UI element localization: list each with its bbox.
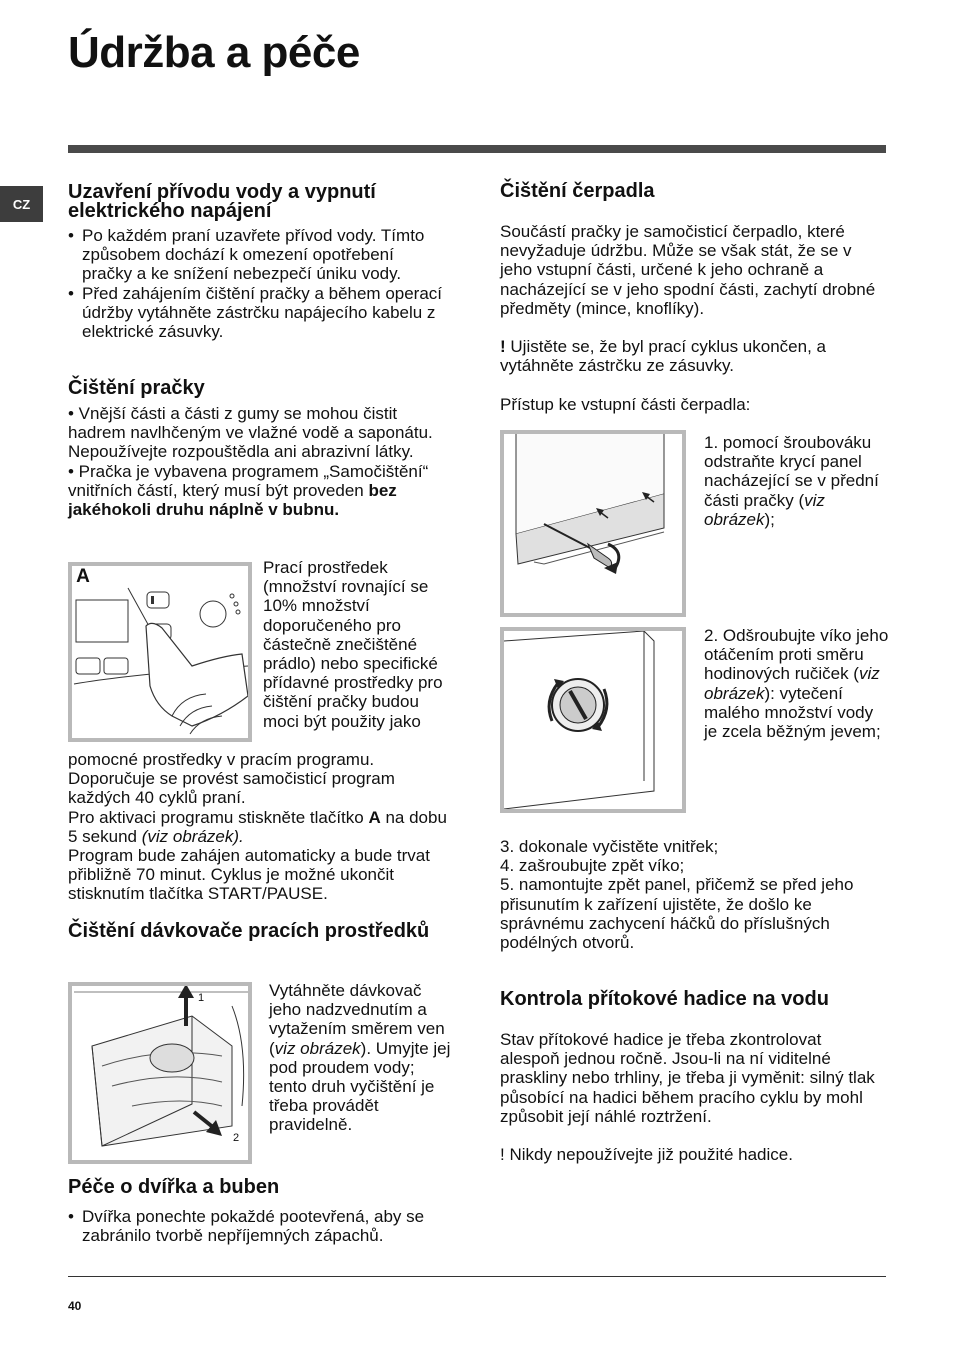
section-heading-door-drum: Péče o dvířka a buben xyxy=(68,1176,280,1198)
paragraph: pomocné prostředky v pracím programu. Doporučuje se provést samočisticí program každých 40 cyklů praní. xyxy=(68,750,395,808)
page-title: Údržba a péče xyxy=(68,28,360,77)
hose-warning-text: ! Nikdy nepoužívejte již použité hadice. xyxy=(500,1145,793,1164)
pump-warning-text: ! Ujistěte se, že byl prací cyklus ukončen, a vytáhněte zástrčku ze zásuvky. xyxy=(500,337,826,376)
dispenser-text: Vytáhněte dávkovač jeho nadzvednutím a vytažením směrem ven (viz obrázek). Umyjte jej pod proudem vody; tento druh vyčištění je třeba provádět pravidelně. xyxy=(269,981,451,1135)
button-a-label: A xyxy=(76,566,90,587)
water-power-list xyxy=(68,226,448,341)
step-2-text: 2. Odšroubujte víko jeho otáčením proti směru hodinových ručiček (viz obrázek): vytečení malého množství vody je zcela běžným jevem; xyxy=(704,626,889,742)
language-tab: CZ xyxy=(0,186,43,222)
detergent-text: Prací prostředek (množství rovnající se 10% množství doporučeného pro částečně znečištěné prádlo) nebo specifické přídavné prostředky pro čištění pračky budou moci být použity jako xyxy=(263,558,443,731)
self-clean-text xyxy=(68,750,453,904)
section-heading-pump-cleaning: Čištění čerpadla xyxy=(500,180,655,202)
door-drum-list xyxy=(68,1207,453,1245)
arrow-label-2: 2 xyxy=(233,1132,240,1144)
section-heading-washer-cleaning: Čištění pračky xyxy=(68,377,205,399)
pump-access-text: Přístup ke vstupní části čerpadla: xyxy=(500,395,751,414)
panel-removal-illustration xyxy=(500,430,686,617)
page-number: 40 xyxy=(68,1299,82,1313)
hose-check-text: Stav přítokové hadice je třeba zkontrolovat alespoň jednou ročně. Jsou-li na ní viditelné praskliny nebo trhliny, je třeba ji vyměnit: silný tlak působící na hadici během pracího cyklu by mohl způsobit její náhlé roztržení. xyxy=(500,1030,875,1126)
paragraph: Pro aktivaci programu stiskněte tlačítko A na dobu 5 sekund (viz obrázek). xyxy=(68,807,447,846)
paragraph: Program bude zahájen automaticky a bude trvat přibližně 70 minut. Cyklus je možné ukončit stisknutím tlačítka START/PAUSE. xyxy=(68,846,430,904)
dispenser-illustration xyxy=(68,982,252,1164)
paragraph: • Vnější části a části z gumy se mohou čistit hadrem navlhčeným ve vlažné vodě a saponátu. Nepoužívejte rozpouštědla ani abrazivní látky. xyxy=(68,404,433,462)
list-item: • Dvířka ponechte pokaždé pootevřená, aby se zabránilo tvorbě nepříjemných zápachů. xyxy=(68,1207,453,1245)
washer-cleaning-text xyxy=(68,404,450,519)
pump-steps-list xyxy=(500,837,885,952)
paragraph: • Pračka je vybavena programem „Samočištění“ vnitřních částí, který musí být proveden bez jakéhokoli druhu náplně v bubnu. xyxy=(68,461,429,520)
list-item: • Po každém praní uzavřete přívod vody. Tímto způsobem dochází k omezení opotřebení pračky a ke snížení nebezpečí úniku vody. xyxy=(68,226,448,284)
step-1-text: 1. pomocí šroubováku odstraňte krycí panel nacházející se v přední části pračky (viz obrázek); xyxy=(704,433,879,529)
list-item: • Před zahájením čištění pračky a během operací údržby vytáhněte zástrčku napájecího kabelu z elektrické zásuvky. xyxy=(68,284,448,342)
section-heading-dispenser: Čištění dávkovače pracích prostředků xyxy=(68,920,430,942)
title-divider xyxy=(68,145,886,153)
pump-lid-illustration xyxy=(500,627,686,813)
section-heading-water-power: Uzavření přívodu vody a vypnutí elektrického napájení xyxy=(68,181,376,222)
footer-divider xyxy=(68,1276,886,1277)
arrow-label-1: 1 xyxy=(198,992,205,1004)
control-panel-illustration xyxy=(68,562,252,742)
pump-intro-text: Součástí pračky je samočisticí čerpadlo, které nevyžaduje údržbu. Může se však stát, že se v jeho vstupní části, určené k jeho ochraně a nacházející se v jeho spodní části, zachytí drobné předměty (mince, knoflíky). xyxy=(500,222,876,318)
list-item: 5. namontujte zpět panel, přičemž se před jeho přisunutím k zařízení ujistěte, že došlo ke správnému zachycení háčků do příslušných podélných otvorů. xyxy=(500,875,854,953)
list-item: 4. zašroubujte zpět víko; xyxy=(500,856,685,876)
list-item: 3. dokonale vyčistěte vnitřek; xyxy=(500,837,719,856)
section-heading-inlet-hose: Kontrola přítokové hadice na vodu xyxy=(500,988,829,1010)
